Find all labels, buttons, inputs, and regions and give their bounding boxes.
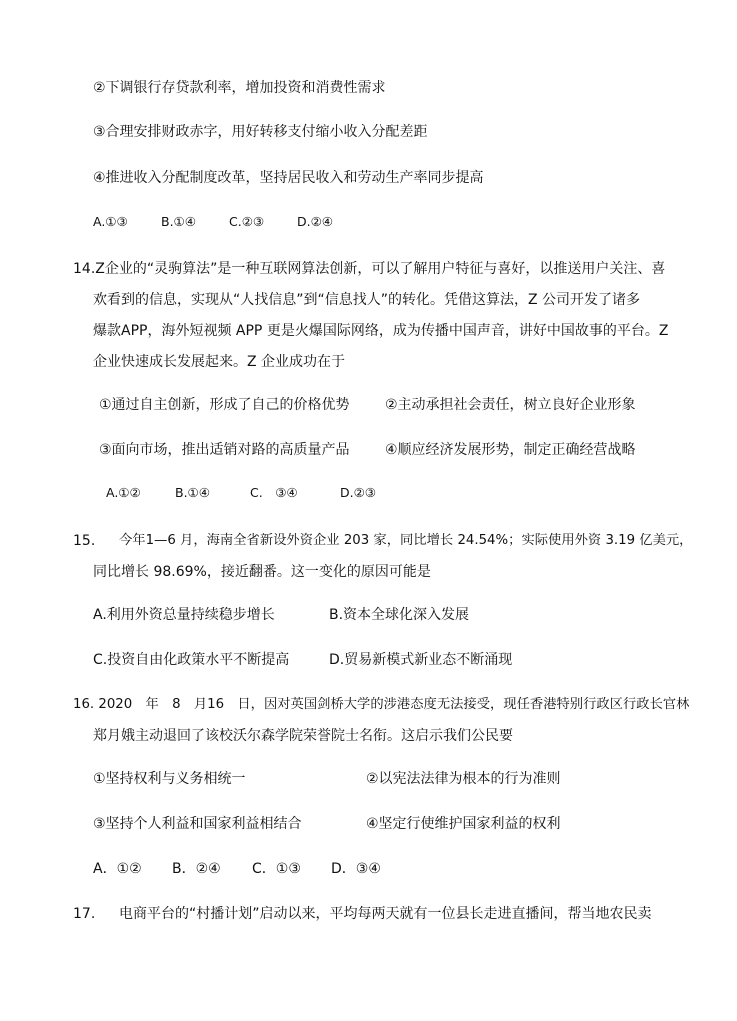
q14-answer-d: D.②③ [340, 485, 377, 500]
q15-option-b: B.资本全球化深入发展 [329, 607, 470, 623]
q16-answer-b: B．②④ [172, 861, 221, 877]
q14-stem-line-1: 14.Z企业的“灵驹算法”是一种互联网算法创新，可以了解用户特征与喜好，以推送用户关注、喜 [73, 261, 666, 277]
q14-option-4: ④顺应经济发展形势，制定正确经营战略 [385, 442, 636, 458]
q17-stem-line-1: 电商平台的“村播计划”启动以来，平均每两天就有一位县长走进直播间，帮当地农民卖 [119, 906, 652, 922]
q13-answer-d: D.②④ [297, 214, 334, 229]
q13-answer-b: B.①④ [161, 214, 196, 229]
q13-answer-a: A.①③ [93, 214, 128, 229]
q16-option-3: ③坚持个人利益和国家利益相结合 [93, 816, 302, 832]
q14-option-2: ②主动承担社会责任，树立良好企业形象 [385, 397, 636, 413]
q16-option-4: ④坚定行使维护国家利益的权利 [366, 816, 561, 832]
q14-answer-c: C. ③④ [250, 485, 298, 500]
q17-number: 17. [73, 906, 96, 922]
q14-stem-line-3: 爆款APP，海外短视频 APP 更是火爆国际网络，成为传播中国声音，讲好中国故事的平台。Z [93, 323, 669, 339]
q16-option-2: ②以宪法法律为根本的行为准则 [366, 771, 561, 787]
q14-stem-line-2: 欢看到的信息，实现从“人找信息”到“信息找人”的转化。凭借这算法，Z 公司开发了诸多 [93, 292, 641, 308]
q13-option-3: ③合理安排财政赤字，用好转移支付缩小收入分配差距 [93, 124, 428, 140]
q14-option-3: ③面向市场，推出适销对路的高质量产品 [99, 442, 350, 458]
q15-option-a: A.利用外资总量持续稳步增长 [93, 607, 275, 623]
q16-answer-d: D．③④ [331, 861, 381, 877]
q15-number: 15. [73, 533, 96, 549]
q13-option-2: ②下调银行存贷款利率，增加投资和消费性需求 [93, 80, 386, 96]
q13-option-4: ④推进收入分配制度改革，坚持居民收入和劳动生产率同步提高 [93, 170, 484, 186]
q14-answer-a: A.①② [106, 485, 141, 500]
q16-stem-line-1: 16. 2020 年 8 月16 日，因对英国剑桥大学的涉港态度无法接受，现任香港特别行政区行政长官林 [73, 697, 690, 712]
q16-option-1: ①坚持权利与义务相统一 [93, 771, 246, 787]
q15-option-c: C.投资自由化政策水平不断提高 [93, 652, 290, 668]
q14-option-1: ①通过自主创新，形成了自己的价格优势 [99, 397, 350, 413]
q16-answer-a: A．①② [93, 861, 142, 877]
q14-stem-line-4: 企业快速成长发展起来。Z 企业成功在于 [93, 354, 346, 370]
q14-answer-b: B.①④ [175, 485, 210, 500]
q16-stem-line-2: 郑月娥主动退回了该校沃尔森学院荣誉院士名衔。这启示我们公民要 [93, 728, 513, 744]
q13-answer-c: C.②③ [229, 214, 265, 229]
q16-answer-c: C．①③ [252, 861, 301, 877]
q15-stem-line-2: 同比增长 98.69%，接近翻番。这一变化的原因可能是 [93, 564, 431, 580]
q15-option-d: D.贸易新模式新业态不断涌现 [329, 652, 513, 668]
q15-stem-line-1: 今年1—6 月，海南全省新设外资企业 203 家，同比增长 24.54%；实际使用外资 3.19 亿美元， [119, 533, 693, 548]
